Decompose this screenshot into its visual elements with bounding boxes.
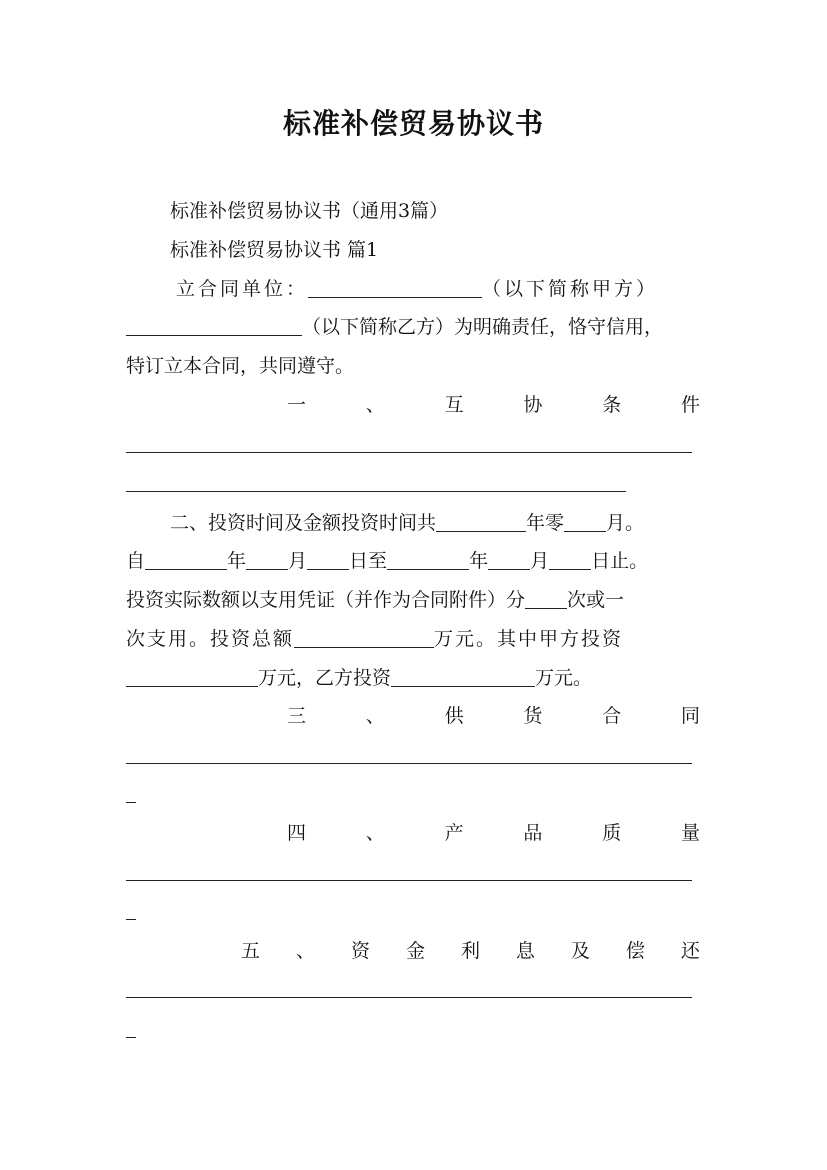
party-b-note: （以下简称乙方）为明确责任，恪守信用，: [302, 316, 664, 338]
section-5-heading: [241, 932, 700, 970]
section-3-char: 同: [680, 705, 700, 727]
section-4-char: 质: [602, 822, 622, 844]
section-4-char: 量: [680, 822, 700, 844]
section-5-char: 、: [295, 940, 315, 962]
section-5-blank-line[interactable]: [126, 997, 692, 998]
party-b-blank[interactable]: [126, 315, 302, 336]
section-3-char: 三: [287, 705, 307, 727]
document-title: 标准补偿贸易协议书: [282, 107, 544, 140]
times-or-one-label: 次或一: [567, 589, 625, 611]
start-year-blank[interactable]: [145, 549, 227, 570]
section-1-heading: [287, 386, 700, 424]
section-5-char: 利: [460, 940, 480, 962]
section-3-blank-line[interactable]: [126, 802, 136, 803]
section-3-char: 货: [523, 705, 543, 727]
section-2-lead: 二、投资时间及金额投资时间共: [170, 512, 437, 534]
part-heading: 标准补偿贸易协议书 篇1: [170, 239, 379, 261]
end-day-blank[interactable]: [549, 549, 591, 570]
section-5-char: 金: [405, 940, 425, 962]
section-4-char: 品: [523, 822, 543, 844]
section-4-blank-line[interactable]: [126, 880, 692, 881]
months-blank[interactable]: [564, 511, 606, 532]
section-3-char: 供: [444, 705, 464, 727]
section-4-blank-line[interactable]: [126, 919, 136, 920]
month-label: 月: [530, 550, 550, 572]
section-5-blank-line[interactable]: [126, 1037, 136, 1038]
total-amount-blank[interactable]: [294, 627, 434, 648]
total-label: 次支用。投资总额: [126, 628, 295, 650]
section-1-char: 件: [680, 394, 700, 416]
years-blank[interactable]: [436, 511, 526, 532]
party-b-line: [126, 308, 706, 346]
parties-line: [176, 270, 706, 308]
party-b-amount-blank[interactable]: [391, 666, 535, 687]
section-1-char: 、: [365, 394, 385, 416]
voucher-text: 投资实际数额以支用凭证（并作为合同附件）分: [126, 589, 526, 611]
section-2-line-4: [126, 620, 706, 658]
start-month-blank[interactable]: [246, 549, 288, 570]
year-label: 年: [227, 550, 247, 572]
month-end-label: 月。: [606, 512, 645, 534]
section-1-char: 条: [602, 394, 622, 416]
section-3-char: 、: [365, 705, 385, 727]
section-2-line-5: [126, 659, 706, 697]
section-5-char: 息: [515, 940, 535, 962]
section-1-char: 互: [444, 394, 464, 416]
party-a-blank[interactable]: [308, 277, 482, 298]
document-subtitle: 标准补偿贸易协议书（通用3篇）: [170, 200, 449, 222]
section-1-char: 协: [523, 394, 543, 416]
section-2-line-1: [170, 504, 706, 542]
from-label: 自: [126, 550, 146, 572]
times-blank[interactable]: [525, 588, 567, 609]
party-a-note: （以下简称甲方）: [482, 278, 659, 300]
day-to-label: 日至: [349, 550, 388, 572]
end-year-blank[interactable]: [387, 549, 469, 570]
section-5-char: 偿: [625, 940, 645, 962]
party-b-label: 万元，乙方投资: [258, 667, 392, 689]
section-4-char: 四: [287, 822, 307, 844]
start-day-blank[interactable]: [307, 549, 349, 570]
section-3-blank-line[interactable]: [126, 763, 692, 764]
section-5-char: 还: [680, 940, 700, 962]
year-label: 年: [469, 550, 489, 572]
section-3-char: 合: [602, 705, 622, 727]
year-zero-label: 年零: [526, 512, 565, 534]
section-4-heading: [287, 814, 700, 852]
month-label: 月: [288, 550, 308, 572]
parties-label: 立合同单位：: [176, 278, 309, 300]
among-label: 万元。其中甲方投资: [434, 628, 624, 650]
section-5-char: 及: [570, 940, 590, 962]
section-1-blank-line[interactable]: [126, 452, 692, 453]
end-month-blank[interactable]: [488, 549, 530, 570]
amount-end-label: 万元。: [535, 667, 593, 689]
section-5-char: 资: [350, 940, 370, 962]
section-4-char: 产: [444, 822, 464, 844]
section-1-char: 一: [287, 394, 307, 416]
section-2-line-2: [126, 542, 706, 580]
day-end-label: 日止。: [591, 550, 649, 572]
party-a-amount-blank[interactable]: [126, 666, 258, 687]
parties-closing: 特订立本合同，共同遵守。: [126, 355, 355, 377]
section-5-char: 五: [241, 940, 261, 962]
section-1-blank-line[interactable]: [126, 491, 626, 492]
section-4-char: 、: [365, 822, 385, 844]
section-2-line-3: [126, 581, 706, 619]
section-3-heading: [287, 697, 700, 735]
